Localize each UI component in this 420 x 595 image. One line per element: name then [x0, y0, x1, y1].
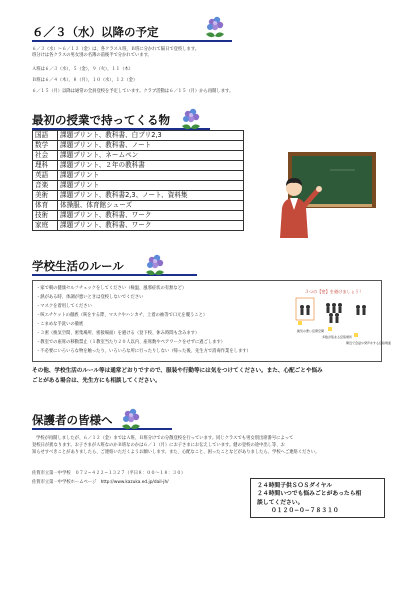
- subject-cell: 社会: [33, 151, 58, 161]
- section-underline: [32, 428, 172, 430]
- guardian-message: 登校日が異なります。お子さまがＡ班なのかＢ班なのかは６／１（月）にお子さまにお伝えしています。健の登校の途中出し等、お: [32, 443, 285, 448]
- items-cell: 課題プリント、２年の教科書: [58, 161, 244, 171]
- items-table: [32, 130, 244, 231]
- poster-label-closed: 換気の悪い密閉空間: [297, 329, 325, 333]
- rule-item: ・３密（換気空間、密集場所、密接場面）を避ける（登下校、休み時間も含みます）: [36, 331, 200, 336]
- table-row: [33, 161, 244, 171]
- subject-cell: 理科: [33, 161, 58, 171]
- teacher-blackboard-illustration: [270, 150, 380, 240]
- table-row: [33, 131, 244, 141]
- schedule-line-b: Ｂ班は６／４（木），８（月），１０（水），１２（金）: [32, 78, 138, 83]
- sos-text: ２４時間いつでも悩みごとがあったら相: [257, 491, 362, 498]
- rules-note: ごとがある場合は、先生方にも相談してください。: [32, 378, 161, 384]
- section-title-guardians: 保護者の皆様へ: [32, 413, 113, 427]
- section-title-items: 最初の授業で持ってくる物: [32, 113, 170, 127]
- rule-item: ・咳エチケットの徹底（咳をする際、マスクやハンカチ、上着の袖等で口元を覆うこと）: [36, 313, 208, 318]
- hydrangea-icon: [118, 404, 144, 432]
- section-underline: [32, 274, 197, 276]
- table-row: [33, 191, 244, 201]
- poster-label-crowded: 多数が集まる密集場所: [322, 335, 353, 339]
- sos-phone: ０１２０−０−７８３１０: [271, 507, 339, 514]
- table-row: [33, 211, 244, 221]
- table-row: [33, 201, 244, 211]
- schedule-line: 班分けは各クラスの男女別の名簿の前後半で分かれています。: [32, 53, 152, 58]
- guardian-message: 知らせすべきことがありましたら、ご連絡いただくようお願いします。また、心配なこと、困ったことなどがありましたら、学校へご連絡ください。: [32, 450, 320, 455]
- avoid-three-cs-poster: [294, 285, 392, 350]
- guardian-message: 学校が再開しましたが、６／１２（金）まではＡ班、Ｂ班分けでの分散登校を行っています。同じクラスでも男女別出席番号によって: [36, 436, 294, 441]
- rule-item: ・不必要にいろいろな物を触ったり、いろいろな所に行ったりしない（帰った後、先生方で消毒作業をします）: [36, 349, 251, 354]
- table-row: [33, 151, 244, 161]
- subject-cell: 体育: [33, 201, 58, 211]
- rule-item: ・こまめな手洗いの徹底: [36, 322, 84, 327]
- rule-item: ・マスクを着用してください: [36, 304, 92, 309]
- items-cell: 課題プリント、教科書、ワーク: [58, 221, 244, 231]
- hydrangea-icon: [202, 12, 228, 40]
- subject-cell: 英語: [33, 171, 58, 181]
- subject-cell: 技術: [33, 211, 58, 221]
- poster-label-close-contact: 間近で会話や発声をする密接場面: [346, 341, 392, 345]
- sos-title: ２４時間子供ＳＯＳダイヤル: [257, 483, 333, 489]
- schedule-line-restart: ６／１５（月）以降は通常の全員登校を予定しています。クラブ活動は６／１５（月）から再開します。: [32, 89, 234, 94]
- sos-dial-box: [250, 478, 385, 518]
- school-phone: 佐賀市立第一中学校 ０７２−４２２−１３２７（平日８：００〜１８：３０）: [32, 471, 186, 476]
- items-cell: 課題プリント、教科書、白ブリ2,3: [58, 131, 244, 141]
- subject-cell: 美術: [33, 191, 58, 201]
- poster-header: ３つの【密】を避けましょう！: [304, 289, 364, 294]
- schedule-line: ６／３（水）〜６／１２（金）は、各クラスＡ班，Ｂ班に分かれて隔日で登校します。: [32, 47, 200, 52]
- subject-cell: 国語: [33, 131, 58, 141]
- items-cell: 課題プリント、教科書、ノート: [58, 141, 244, 151]
- schedule-line-a: Ａ班は６／３（水），５（金），９（火），１１（木）: [32, 67, 133, 72]
- subject-cell: 数学: [33, 141, 58, 151]
- items-cell: 体操服、体育館シューズ: [58, 201, 244, 211]
- subject-cell: 音楽: [33, 181, 58, 191]
- table-row: [33, 221, 244, 231]
- rule-item: ・教室での座席の移動禁止（１教室当たり２０人以内、座席数やペアワークをせずに過ごします）: [36, 340, 226, 345]
- items-cell: 課題プリント、教科書、ワーク: [58, 211, 244, 221]
- hydrangea-icon: [178, 104, 204, 132]
- table-row: [33, 181, 244, 191]
- section-title-rules: 学校生活のルール: [32, 259, 124, 273]
- table-row: [33, 141, 244, 151]
- rule-item: ・熱がある時、体調が悪いときは登校しないでください: [36, 295, 144, 300]
- section-underline: [32, 40, 232, 42]
- items-cell: 課題プリント、ネームペン: [58, 151, 244, 161]
- table-row: [33, 171, 244, 181]
- school-website-link[interactable]: 佐賀市立第一中学校ホームページ http://www.kazuka.ed.jp/daiⅠ-jh/: [32, 480, 169, 485]
- items-cell: 課題プリント: [58, 171, 244, 181]
- sos-text: 談してください。: [257, 499, 304, 506]
- hydrangea-icon: [142, 250, 168, 278]
- items-cell: 課題プリント、教科書2,3、ノート、資料集: [58, 191, 244, 201]
- rule-item: ・家で朝の健康セルフチェックをしてください（検温、風邪症状の有無など）: [36, 286, 187, 291]
- subject-cell: 家庭: [33, 221, 58, 231]
- section-title-schedule: ６／３（水）以降の予定: [32, 25, 159, 39]
- items-cell: 課題プリント: [58, 181, 244, 191]
- rules-note: その他、学校生活のルール等は通常どおりですので、服装や行動等には気をつけてください。また、心配ごとや悩み: [32, 368, 323, 374]
